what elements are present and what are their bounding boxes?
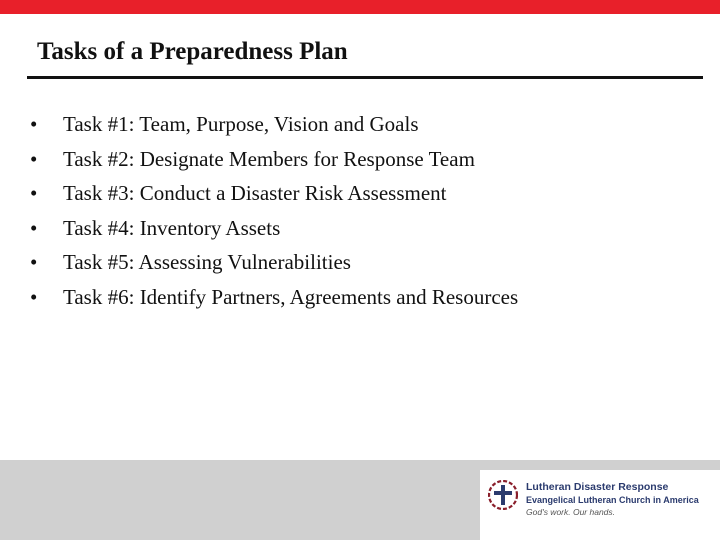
logo-text-block	[526, 481, 699, 518]
list-item	[30, 142, 518, 177]
list-item	[30, 245, 518, 280]
bullet-icon: •	[30, 284, 38, 309]
logo-tagline: God's work. Our hands.	[526, 507, 616, 517]
list-item-text: Task #3: Conduct a Disaster Risk Assessment	[63, 181, 447, 205]
list-item	[30, 280, 518, 315]
bullet-icon: •	[30, 215, 38, 240]
task-list	[30, 107, 518, 314]
list-item-text: Task #6: Identify Partners, Agreements and Resources	[63, 284, 519, 309]
list-item-text: Task #1: Team, Purpose, Vision and Goals	[63, 112, 419, 136]
list-item-text: Task #5: Assessing Vulnerabilities	[63, 250, 351, 274]
logo-church-name: Evangelical Lutheran Church in America	[526, 495, 699, 505]
list-item	[30, 107, 518, 142]
slide-title: Tasks of a Preparedness Plan	[37, 38, 348, 65]
bullet-icon: •	[30, 250, 38, 274]
bullet-icon: •	[30, 181, 38, 205]
list-item-text: Task #4: Inventory Assets	[63, 215, 281, 240]
title-underline	[27, 76, 703, 79]
organization-logo	[480, 470, 720, 540]
bullet-icon: •	[30, 146, 38, 171]
bullet-icon: •	[30, 112, 38, 136]
logo-name: Lutheran Disaster Response	[526, 481, 669, 493]
top-accent-bar	[0, 0, 720, 14]
list-item	[30, 176, 518, 211]
list-item-text: Task #2: Designate Members for Response Team	[63, 146, 475, 171]
elca-cross-logo-icon	[488, 480, 518, 510]
list-item	[30, 211, 518, 246]
